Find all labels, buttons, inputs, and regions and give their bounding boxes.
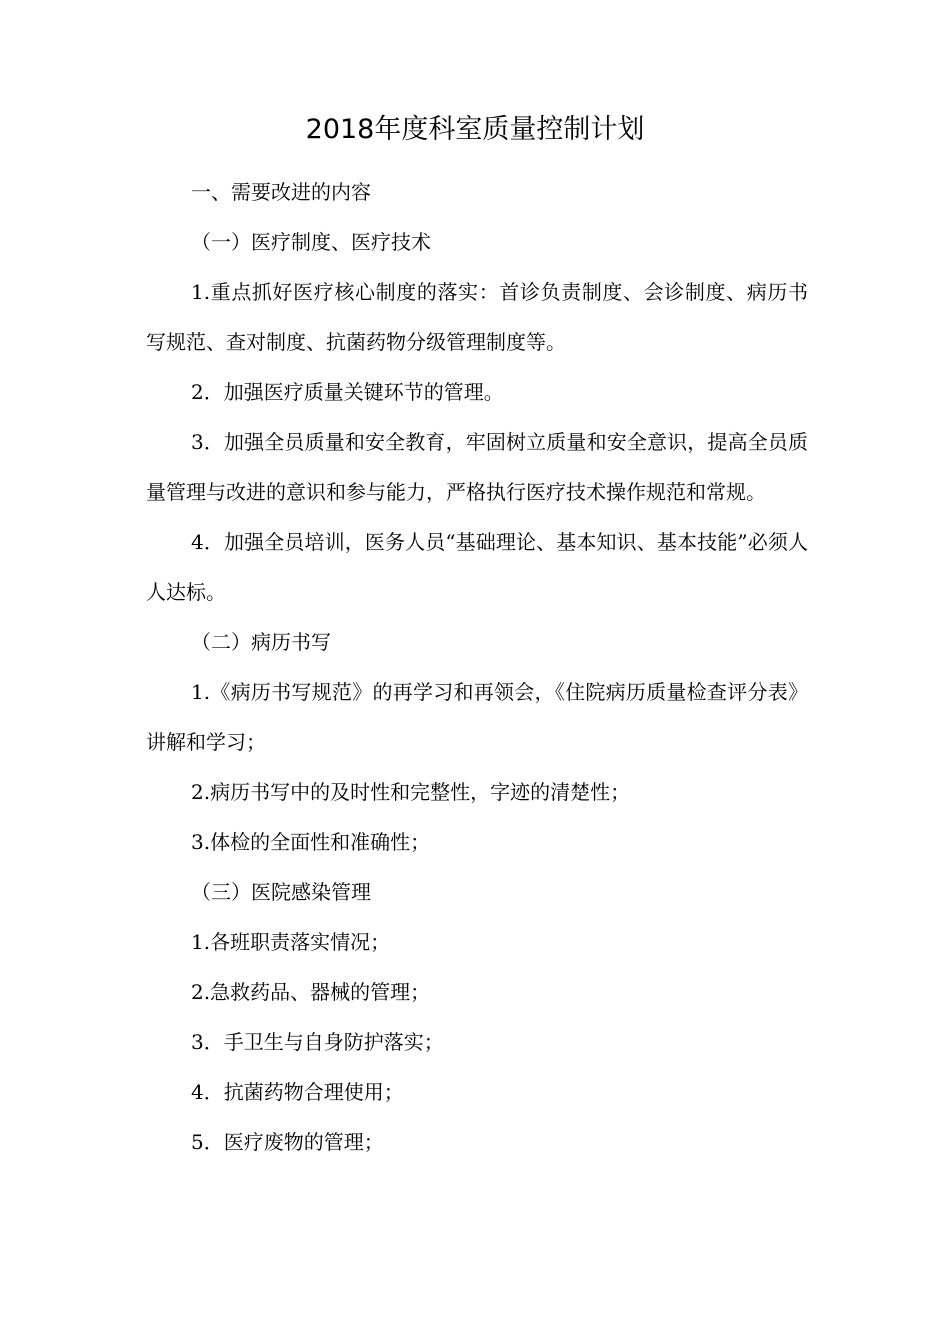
subsection-heading-2: （二）病历书写 [191, 630, 331, 654]
document-title: 2018年度科室质量控制计划 [305, 114, 645, 145]
paragraph-1-1: 1.重点抓好医疗核心制度的落实：首诊负责制度、会诊制度、病历书写规范、查对制度、抗菌药物分级管理制度等。 [146, 280, 808, 354]
paragraph-1-2: 2．加强医疗质量关键环节的管理。 [191, 380, 504, 404]
paragraph-2-1: 1.《病历书写规范》的再学习和再领会，《住院病历质量检查评分表》讲解和学习； [146, 680, 808, 754]
section-heading-1: 一、需要改进的内容 [191, 180, 371, 204]
paragraph-3-2: 2.急救药品、器械的管理； [191, 980, 431, 1004]
paragraph-3-1: 1.各班职责落实情况； [191, 930, 391, 954]
paragraph-1-4: 4．加强全员培训，医务人员“基础理论、基本知识、基本技能”必须人人达标。 [146, 530, 808, 604]
paragraph-3-3: 3．手卫生与自身防护落实； [191, 1030, 444, 1054]
paragraph-1-3: 3．加强全员质量和安全教育，牢固树立质量和安全意识，提高全员质量管理与改进的意识和参与能力，严格执行医疗技术操作规范和常规。 [146, 430, 808, 504]
document-body [146, 167, 808, 1167]
subsection-heading-3: （三）医院感染管理 [191, 880, 371, 904]
paragraph-2-2: 2.病历书写中的及时性和完整性，字迹的清楚性； [191, 780, 631, 804]
subsection-heading-1: （一）医疗制度、医疗技术 [191, 230, 431, 254]
paragraph-3-5: 5．医疗废物的管理； [191, 1130, 384, 1154]
paragraph-2-3: 3.体检的全面性和准确性； [191, 830, 431, 854]
paragraph-3-4: 4．抗菌药物合理使用； [191, 1080, 404, 1104]
